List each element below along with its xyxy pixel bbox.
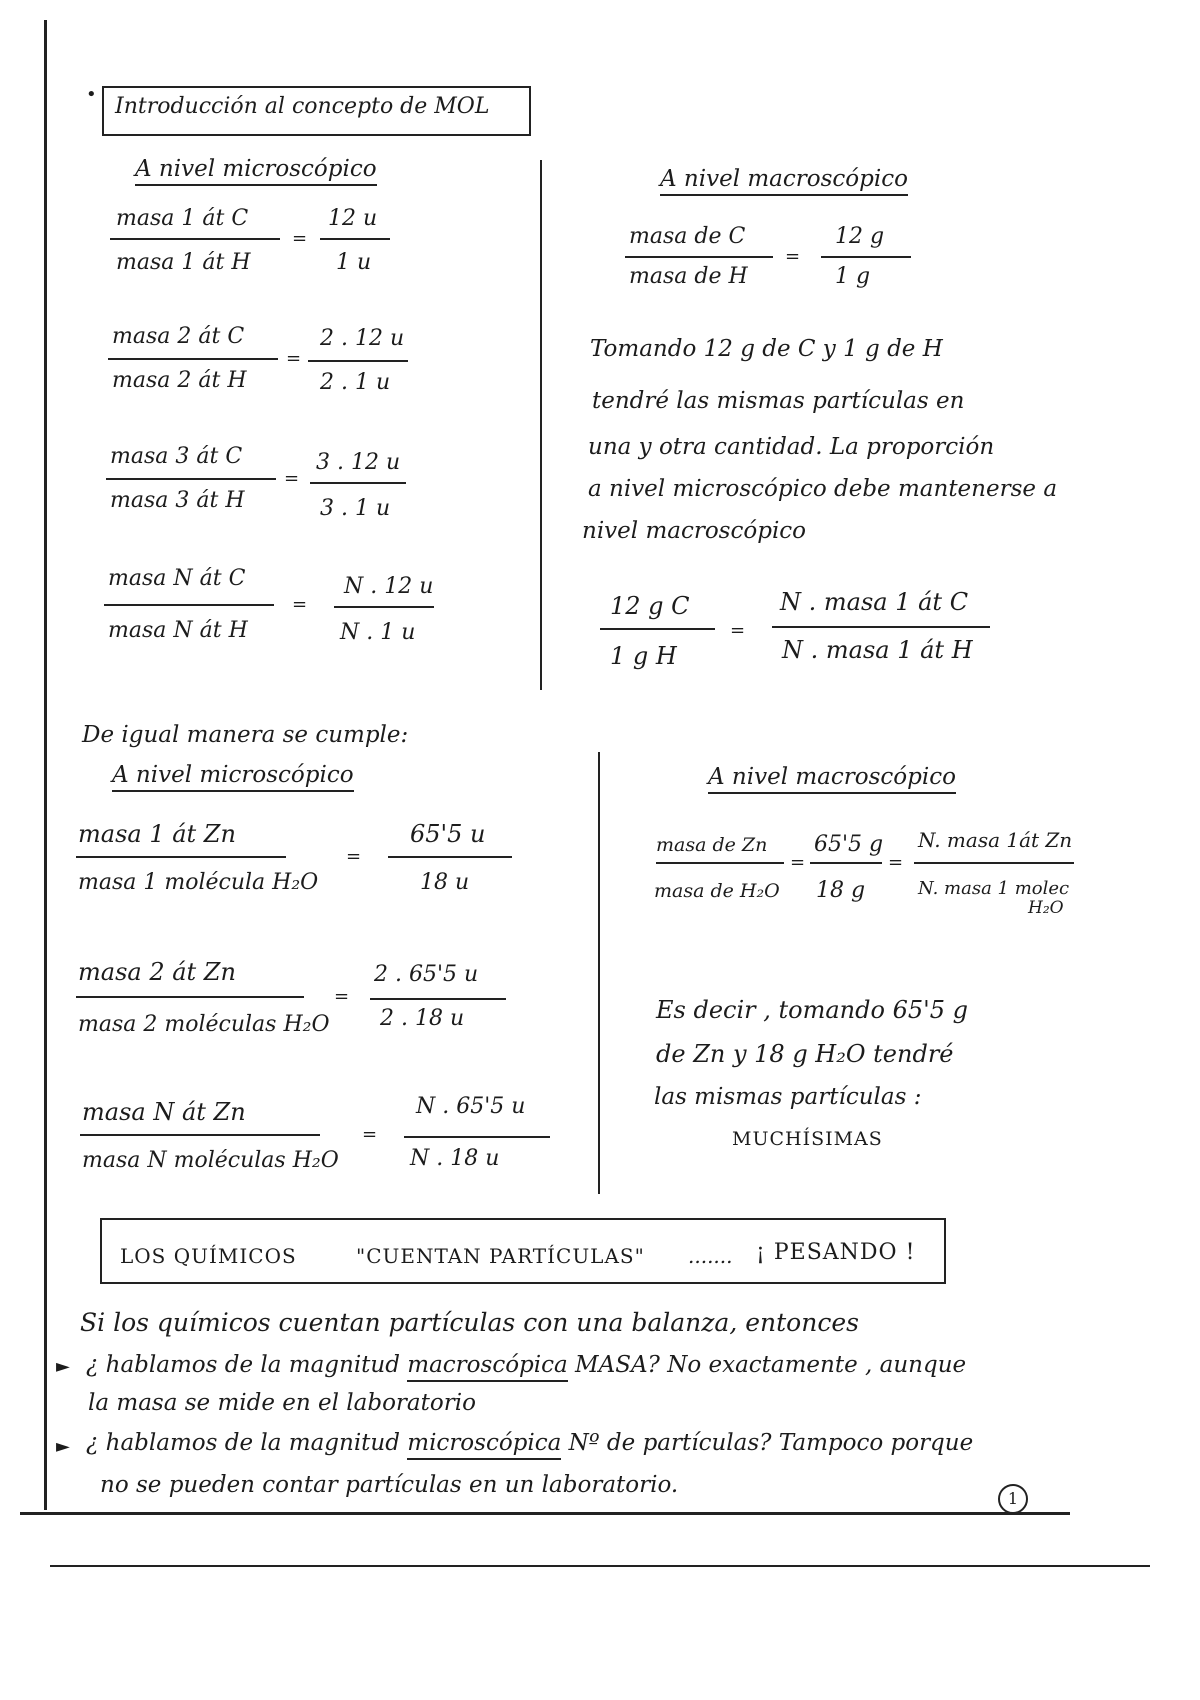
fraction-denominator: 2 . 18 u (380, 1006, 465, 1031)
bullet-2-continuation: no se pueden contar partículas en un laboratorio. (100, 1472, 679, 1498)
fraction-numerator: masa 1 át Zn (78, 820, 236, 848)
underlined-term: microscópica (407, 1430, 561, 1460)
fraction-numerator: 65'5 u (410, 820, 486, 848)
fraction-bar (110, 238, 280, 240)
fraction-numerator: 2 . 12 u (320, 326, 405, 351)
equals-sign: = (334, 986, 350, 1007)
left-margin-line (44, 20, 47, 1510)
equals-sign: = (362, 1124, 378, 1145)
middle-macro-text-line-3: las mismas partículas : (654, 1084, 922, 1110)
top-macro-text-line-4: a nivel microscópico debe mantenerse a (588, 476, 1058, 502)
fraction-denominator: masa N át H (108, 618, 248, 643)
fraction-bar (320, 238, 390, 240)
fraction-numerator: masa de Zn (656, 834, 768, 856)
bullet-2-line: ¿ hablamos de la magnitud microscópica Nº de partículas? Tampoco porque (86, 1430, 973, 1456)
fraction-denominator: masa 3 át H (110, 488, 245, 513)
fraction-numerator: N . masa 1 át C (780, 588, 969, 616)
top-macro-heading: A nivel macroscópico (660, 166, 908, 192)
fraction-denominator: masa de H₂O (654, 880, 780, 902)
fraction-denominator: 1 g H (610, 642, 677, 670)
closing-line-1: Si los químicos cuentan partículas con una balanza, entonces (80, 1308, 859, 1337)
fraction-denominator: N. masa 1 molec (918, 878, 1070, 899)
page-number-circle (998, 1484, 1028, 1514)
fraction-bar (104, 604, 274, 606)
page-number: 1 (1007, 1489, 1019, 1508)
fraction-numerator: 3 . 12 u (316, 450, 401, 475)
equals-sign: = (790, 852, 806, 873)
fraction-numerator: masa N át C (108, 566, 246, 591)
fraction-numerator: 2 . 65'5 u (374, 962, 479, 987)
fraction-numerator: masa 2 át Zn (78, 958, 236, 986)
fraction-bar (370, 998, 506, 1000)
fraction-bar (656, 862, 784, 864)
fraction-bar (106, 478, 276, 480)
middle-micro-heading: A nivel microscópico (112, 762, 354, 788)
top-macro-text-line-5: nivel macroscópico (582, 518, 807, 544)
fraction-numerator: N . 12 u (344, 574, 434, 599)
banner-right: ¡ PESANDO ! (756, 1240, 916, 1265)
fraction-bar (772, 626, 990, 628)
title-bullet: • (86, 84, 97, 105)
equals-sign: = (284, 468, 300, 489)
fraction-numerator: masa 2 át C (112, 324, 245, 349)
fraction-denominator: N . 1 u (340, 620, 416, 645)
fraction-bar (308, 360, 408, 362)
banner-dots: ....... (688, 1244, 733, 1268)
fraction-denominator: 3 . 1 u (320, 496, 391, 521)
equals-sign: = (785, 246, 801, 267)
fraction-denominator: 18 u (420, 870, 470, 895)
fraction-denominator: masa 2 át H (112, 368, 247, 393)
footer-line (50, 1565, 1150, 1567)
fraction-denominator: 1 u (336, 250, 372, 275)
top-macro-text-line-1: Tomando 12 g de C y 1 g de H (590, 336, 943, 362)
equals-sign: = (346, 846, 362, 867)
page-title: Introducción al concepto de MOL (115, 94, 490, 119)
equals-sign: = (292, 228, 308, 249)
fraction-bar (914, 862, 1074, 864)
top-micro-heading: A nivel microscópico (135, 156, 377, 182)
underlined-term: macroscópica (407, 1352, 567, 1382)
equals-sign: = (286, 348, 302, 369)
fraction-bar (76, 996, 304, 998)
fraction-denominator: masa 1 át H (116, 250, 251, 275)
middle-macro-text-line-1: Es decir , tomando 65'5 g (656, 996, 968, 1024)
fraction-numerator: N . 65'5 u (416, 1094, 526, 1119)
fraction-denominator: masa 2 moléculas H₂O (78, 1012, 330, 1037)
fraction-denominator-subscript: H₂O (1028, 898, 1064, 918)
equals-sign: = (292, 594, 308, 615)
fraction-denominator: masa de H (629, 264, 748, 289)
fraction-denominator: N . 18 u (410, 1146, 500, 1171)
fraction-bar (821, 256, 911, 258)
top-section-divider (540, 160, 542, 690)
fraction-numerator: 65'5 g (814, 832, 884, 857)
middle-intro: De igual manera se cumple: (82, 722, 409, 748)
arrow-bullet-1: ► (56, 1356, 70, 1377)
fraction-bar (334, 606, 434, 608)
fraction-denominator: 2 . 1 u (320, 370, 391, 395)
banner-left: LOS QUÍMICOS (120, 1244, 297, 1268)
fraction-numerator: masa N át Zn (82, 1098, 246, 1126)
equals-sign: = (730, 620, 746, 641)
fraction-denominator: N . masa 1 át H (782, 636, 973, 664)
fraction-bar (625, 256, 773, 258)
fraction-bar (310, 482, 406, 484)
top-macro-text-line-3: una y otra cantidad. La proporción (588, 434, 995, 460)
fraction-numerator: 12 u (328, 206, 378, 231)
fraction-bar (810, 862, 882, 864)
top-macro-text-line-2: tendré las mismas partículas en (592, 388, 965, 414)
fraction-bar (388, 856, 512, 858)
fraction-bar (108, 358, 278, 360)
bottom-border-line (20, 1512, 1070, 1515)
fraction-numerator: masa de C (629, 224, 746, 249)
fraction-denominator: masa 1 molécula H₂O (78, 870, 319, 895)
bullet-1-line: ¿ hablamos de la magnitud macroscópica MASA? No exactamente , aunque (86, 1352, 966, 1378)
middle-macro-heading: A nivel macroscópico (708, 764, 956, 790)
fraction-bar (404, 1136, 550, 1138)
fraction-numerator: masa 1 át C (116, 206, 249, 231)
fraction-denominator: masa N moléculas H₂O (82, 1148, 339, 1173)
equals-sign: = (888, 852, 904, 873)
fraction-denominator: 18 g (816, 878, 866, 903)
arrow-bullet-2: ► (56, 1436, 70, 1457)
middle-emphasis: MUCHÍSIMAS (732, 1128, 883, 1150)
fraction-bar (80, 1134, 320, 1136)
fraction-numerator: 12 g (835, 224, 885, 249)
fraction-bar (76, 856, 286, 858)
middle-macro-text-line-2: de Zn y 18 g H₂O tendré (656, 1040, 954, 1068)
fraction-denominator: 1 g (835, 264, 871, 289)
banner-mid: "CUENTAN PARTÍCULAS" (356, 1244, 645, 1268)
fraction-bar (600, 628, 715, 630)
bullet-1-continuation: la masa se mide en el laboratorio (88, 1390, 476, 1416)
fraction-numerator: masa 3 át C (110, 444, 243, 469)
middle-section-divider (598, 752, 600, 1194)
fraction-numerator: 12 g C (610, 592, 690, 620)
fraction-numerator: N. masa 1át Zn (918, 828, 1073, 852)
